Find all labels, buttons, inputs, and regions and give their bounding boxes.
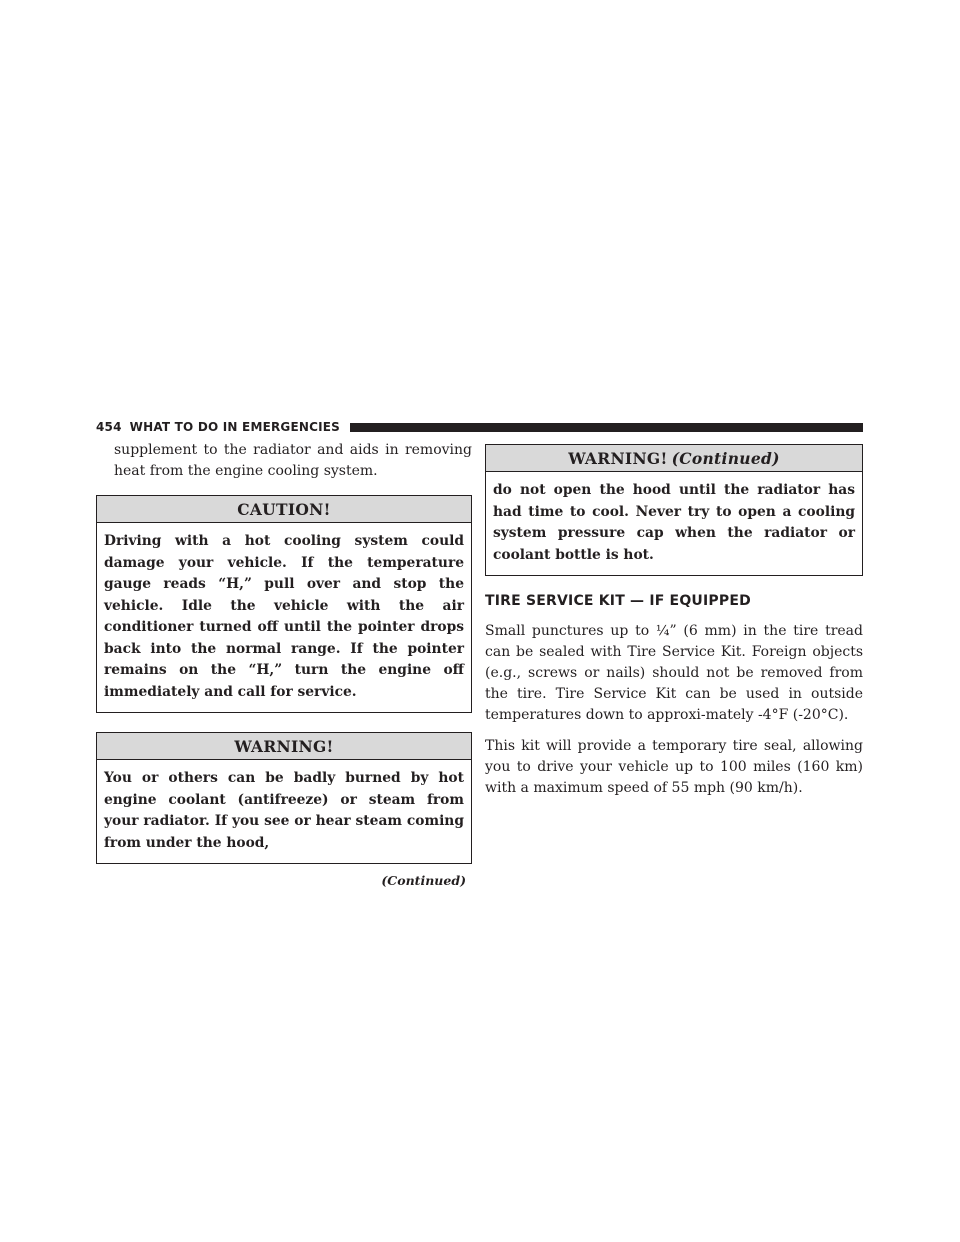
page-header <box>96 418 863 436</box>
warning-body: You or others can be badly burned by hot engine coolant (antifreeze) or steam from your radiator. If you see or hear steam coming from under the hood, <box>104 770 464 851</box>
warning-continued-title: WARNING! <box>568 449 668 468</box>
tire-service-kit-heading: TIRE SERVICE KIT — IF EQUIPPED <box>485 593 751 609</box>
page-number: 454 <box>96 420 122 434</box>
warning-continued-header <box>486 445 862 472</box>
warning-continued-suffix: (Continued) <box>671 449 780 468</box>
warning-box <box>96 732 472 864</box>
caution-body: Driving with a hot cooling system could damage your vehicle. If the temperature gauge reads “H,” pull over and stop the vehicle. Idle the vehicle with the air conditioner turned off until the pointer drops back into the normal range. If the pointer remains on the “H,” turn the engine off immediately and call for service. <box>104 533 464 700</box>
section-title: WHAT TO DO IN EMERGENCIES <box>129 420 341 434</box>
continued-note: (Continued) <box>381 873 466 888</box>
header-rule <box>350 423 863 432</box>
caution-title: CAUTION! <box>97 496 471 523</box>
caution-box <box>96 495 472 713</box>
right-column <box>485 444 863 799</box>
tire-kit-paragraph-2: This kit will provide a temporary tire seal, allowing you to drive your vehicle up to 100 miles (160 km) with a maximum speed of 55 mph (90 km/h). <box>485 738 863 796</box>
tire-kit-paragraph-1: Small punctures up to ¼” (6 mm) in the tire tread can be sealed with Tire Service Kit. Foreign objects (e.g., screws or nails) should not be removed from the tire. Tire Service Kit can be used in outside temperatures down to approxi-mately -4°F (-20°C). <box>485 623 863 723</box>
warning-title: WARNING! <box>97 733 471 760</box>
intro-paragraph: supplement to the radiator and aids in removing heat from the engine cooling system. <box>114 442 472 479</box>
warning-continued-box <box>485 444 863 576</box>
left-column <box>96 440 472 888</box>
warning-continued-body: do not open the hood until the radiator has had time to cool. Never try to open a cooling system pressure cap when the radiator or coolant bottle is hot. <box>493 482 855 563</box>
